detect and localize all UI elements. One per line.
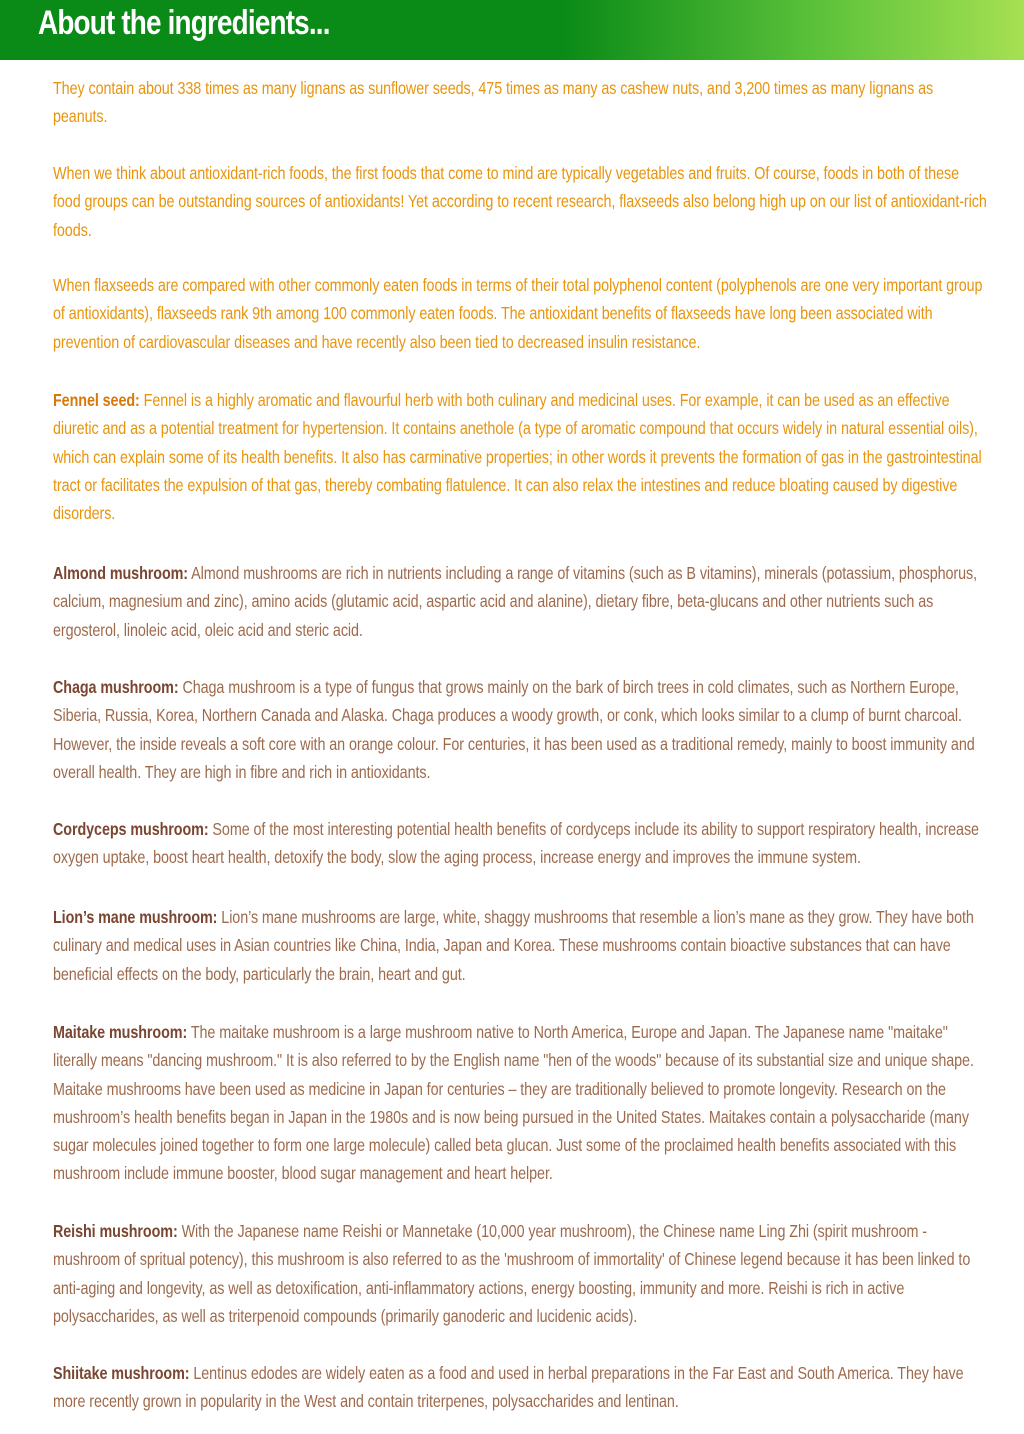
reishi-heading: Reishi mushroom: (53, 1221, 178, 1241)
lions-mane-paragraph (53, 903, 988, 988)
antioxidant-paragraph: When we think about antioxidant-rich foods, the first foods that come to mind are typically vegetables and fruits. Of course, foods in both of these food groups can be outstanding sources of antioxidants! Yet according to recent research, flaxseeds also belong high up on our list of antioxidant-rich foods. (53, 163, 987, 240)
fennel-paragraph (53, 386, 988, 527)
chaga-paragraph (53, 673, 988, 786)
almond-text: Almond mushrooms are rich in nutrients including a range of vitamins (such as B vitamins), minerals (potassium, phosphorus, calcium, magnesium and zinc), amino acids (glutamic acid, aspartic acid and alanine), dietary fibre, beta-glucans and other nutrients such as ergosterol, linoleic acid, oleic acid and steric acid. (53, 563, 978, 640)
reishi-paragraph (53, 1217, 988, 1330)
cordyceps-text: Some of the most interesting potential health benefits of cordyceps include its ability to support respiratory health, increase oxygen uptake, boost heart health, detoxify the body, slow the aging process, increase energy and improves the immune system. (53, 819, 979, 868)
almond-heading: Almond mushroom: (53, 563, 189, 583)
page-header (0, 0, 1024, 60)
maitake-paragraph (53, 1018, 988, 1188)
polyphenol-paragraph: When flaxseeds are compared with other commonly eaten foods in terms of their total polyphenol content (polyphenols are one very important group of antioxidants), flaxseeds rank 9th among 100 commonly eaten foods. The antioxidant benefits of flaxseeds have long been associated with prevention of cardiovascular diseases and have recently also been tied to decreased insulin resistance. (53, 275, 983, 352)
almond-paragraph (53, 559, 988, 644)
lions-mane-text: Lion’s mane mushrooms are large, white, shaggy mushrooms that resemble a lion’s mane as they grow. They have both culinary and medical uses in Asian countries like China, India, Japan and Korea. These mushrooms contain bioactive substances that can have beneficial effects on the body, particularly the brain, heart and gut. (53, 907, 974, 984)
maitake-heading: Maitake mushroom: (53, 1022, 188, 1042)
lions-mane-heading: Lion’s mane mushroom: (53, 907, 218, 927)
maitake-text: The maitake mushroom is a large mushroom native to North America, Europe and Japan. The Japanese name "maitake" literally means "dancing mushroom." It is also referred to by the English name "hen of the woods" because of its substantial size and unique shape. Maitake mushrooms have been used as medicine in Japan for centuries – they are traditionally believed to promote longevity. Research on the mushroom’s health benefits began in Japan in the 1980s and is now being pursued in the United States. Maitakes contain a polysaccharide (many sugar molecules joined together to form one large molecule) called beta glucan. Just some of the proclaimed health benefits associated with this mushroom include immune booster, blood sugar management and heart helper. (53, 1022, 974, 1184)
reishi-text: With the Japanese name Reishi or Mannetake (10,000 year mushroom), the Chinese name Ling Zhi (spirit mushroom - mushroom of spritual potency), this mushroom is also referred to as the 'mushroom of immortality' of Chinese legend because it has been linked to anti-aging and longevity, as well as detoxification, anti-inflammatory actions, energy boosting, immunity and more. Reishi is rich in active polysaccharides, as well as triterpenoid compounds (primarily ganoderic and lucidenic acids). (53, 1221, 971, 1326)
fennel-text: Fennel is a highly aromatic and flavourful herb with both culinary and medicinal uses. For example, it can be used as an effective diuretic and as a potential treatment for hypertension. It contains anethole (a type of aromatic compound that occurs widely in natural essential oils), which can explain some of its health benefits. It also has carminative properties; in other words it prevents the formation of gas in the gastrointestinal tract or facilitates the expulsion of that gas, thereby combating flatulence. It can also relax the intestines and reduce bloating caused by digestive disorders. (53, 390, 982, 524)
cordyceps-heading: Cordyceps mushroom: (53, 819, 209, 839)
page-title: About the ingredients... (38, 4, 330, 42)
shiitake-heading: Shiitake mushroom: (53, 1363, 190, 1383)
shiitake-paragraph (53, 1359, 988, 1416)
cordyceps-paragraph (53, 815, 988, 872)
fennel-heading: Fennel seed: (53, 390, 140, 410)
chaga-heading: Chaga mushroom: (53, 677, 179, 697)
lignans-paragraph: They contain about 338 times as many lignans as sunflower seeds, 475 times as many as cashew nuts, and 3,200 times as many lignans as peanuts. (53, 78, 934, 127)
chaga-text: Chaga mushroom is a type of fungus that grows mainly on the bark of birch trees in cold climates, such as Northern Europe, Siberia, Russia, Korea, Northern Canada and Alaska. Chaga produces a woody growth, or conk, which looks similar to a clump of burnt charcoal. However, the inside reveals a soft core with an orange colour. For centuries, it has been used as a traditional remedy, mainly to boost immunity and overall health. They are high in fibre and rich in antioxidants. (53, 677, 975, 782)
shiitake-text: Lentinus edodes are widely eaten as a food and used in herbal preparations in the Far East and South America. They have more recently grown in popularity in the West and contain triterpenes, polysaccharides and lentinan. (53, 1363, 964, 1412)
